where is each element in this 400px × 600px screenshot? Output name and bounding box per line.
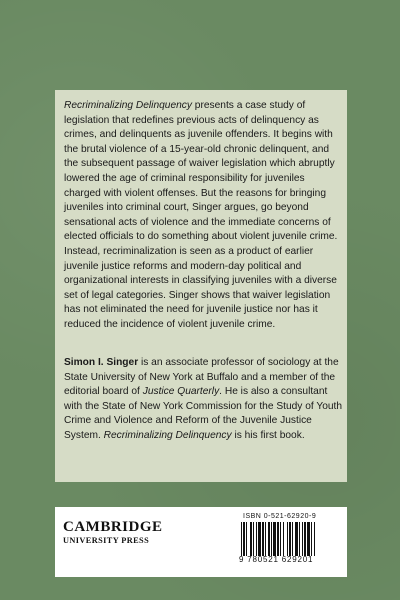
description-body: presents a case study of legislation that redefines previous acts of delinquency as crimes, and delinquents as juvenile offenders. It begins with the brutal violence of a 15-year-old chronic delinquent, and the subsequent passage of waiver legislation which abruptly lowered the age of criminal responsibility for juveniles charged with violent offenses. But the reasons for bringing juveniles into criminal court, Singer argues, go beyond sensational acts of violence and the immediate concerns of elected officials to do something about violent juvenile crime. Instead, recriminalization is seen as a product of earlier juvenile justice reforms and modern-day political and organizational interests in classifying juveniles with a diverse set of legal categories. Singer shows that waiver legislation has not eliminated the need for juvenile justice nor has it reduced the incidence of violent juvenile crime.	[64, 100, 338, 330]
back-cover-text-panel	[55, 90, 347, 482]
author-name: Simon I. Singer	[64, 357, 139, 368]
book-title-italic: Recriminalizing Delinquency	[64, 100, 192, 111]
bio-text-2: . He is also a consultant with the State of New York Commission for the Study of Youth Crime and Violence and Reform of the Juvenile Justice System.	[64, 386, 343, 441]
barcode-icon	[239, 522, 335, 556]
author-bio	[64, 356, 344, 444]
isbn-barcode	[239, 513, 339, 564]
cambridge-logo	[63, 519, 183, 546]
publisher-barcode-bar	[55, 507, 347, 577]
book-title-ref: Recriminalizing Delinquency	[103, 429, 232, 441]
journal-title: Justice Quarterly	[142, 386, 220, 398]
publisher-name: CAMBRIDGE	[63, 519, 163, 535]
bio-text-3: is his first book.	[231, 429, 305, 441]
book-description	[64, 99, 344, 333]
bio-text-1: is an associate professor of sociology at the State University of New York at Buffalo and a member of the editorial board of	[64, 357, 339, 398]
isbn-label: ISBN 0-521-62920-9	[243, 513, 317, 520]
publisher-subtitle: UNIVERSITY PRESS	[63, 536, 150, 545]
barcode-digits: 9 780521 629201	[239, 555, 314, 564]
